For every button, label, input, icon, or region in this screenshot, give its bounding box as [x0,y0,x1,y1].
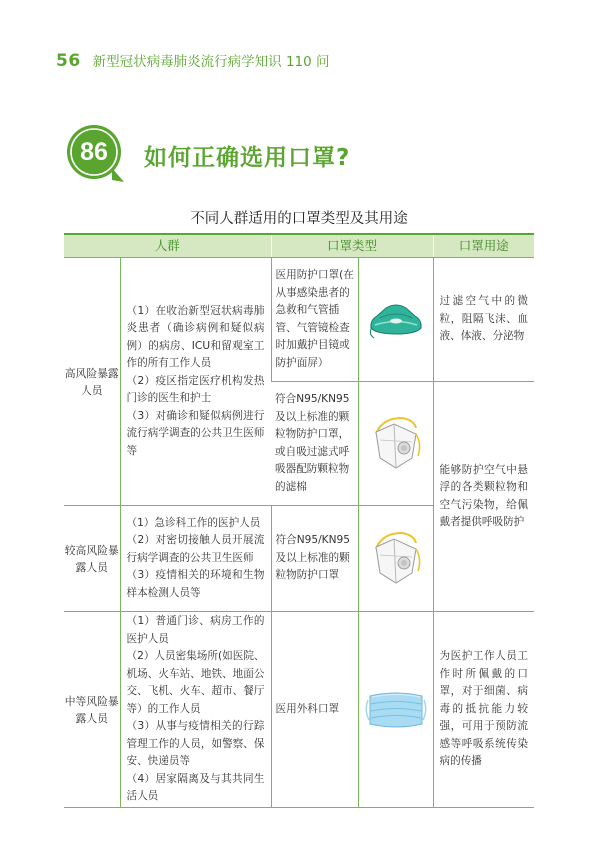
question-title: 如何正确选用口罩? [144,144,351,171]
people-item: （2）人员密集场所(如医院、机场、火车站、地铁、地面公交、飞机、火车、超市、餐厅等）的工作人员 [126,650,265,715]
table-row [64,612,534,808]
page-header [56,50,330,71]
mask-type-surgical: 医用外科口罩 [271,612,358,808]
mask-type-medical-protective: 医用防护口罩(在从事感染患者的急救和气管插管、气管镜检查时加戴护目镜或防护面屏） [271,258,358,382]
people-item: （1）急诊科工作的医护人员 [126,516,261,529]
table-header-row [64,234,534,258]
people-item: （3）疫情相关的环境和生物样本检测人员等 [126,569,265,599]
people-cell-higher-risk [120,506,271,612]
mask-use-filter: 过滤空气中的微粒，阻隔飞沫、血液、体液、分泌物 [433,258,534,382]
mask-image-cell [358,612,433,808]
people-item: （2）疫区指定医疗机构发热门诊的医生和护士 [126,374,265,405]
mask-use-particulate: 能够防护空气中悬浮的各类颗粒物和空气污染物，给佩戴者提供呼吸防护 [433,382,534,612]
question-heading [66,124,350,186]
n95-mask-icon [368,529,424,589]
mask-image-cell [358,506,433,612]
column-header-mask-type: 口罩类型 [271,234,433,258]
mask-type-n95-or-respirator: 符合N95/KN95及以上标准的颗粒物防护口罩，或自吸过滤式呼吸器配防颗粒物的滤棉 [271,382,358,506]
people-cell-high-risk [120,258,271,506]
mask-use-surgical: 为医护工作人员工作时所佩戴的口罩，对于细菌、病毒的抵抗能力较强，可用于预防流感等呼吸系统传染病的传播 [433,612,534,808]
n95-mask-icon [368,414,424,474]
people-cell-medium-risk [120,612,271,808]
group-higher-risk: 较高风险暴露人员 [64,506,120,612]
mask-table [64,233,534,808]
people-item: （4）居家隔离及与其共同生活人员 [126,772,265,803]
column-header-mask-use: 口罩用途 [433,234,534,258]
mask-type-n95: 符合N95/KN95及以上标准的颗粒物防护口罩 [271,506,358,612]
group-medium-risk: 中等风险暴露人员 [64,612,120,808]
mask-image-cell [358,258,433,382]
column-header-people: 人群 [64,234,271,258]
table-caption: 不同人群适用的口罩类型及其用途 [190,211,408,227]
question-number-badge [66,124,128,186]
people-item: （2）对密切接触人员开展流行病学调查的公共卫生医师 [126,534,265,564]
people-item: （1）普通门诊、病房工作的医护人员 [126,615,265,645]
page-number: 56 [56,51,81,71]
question-number: 86 [80,137,108,166]
people-item: （3）对确诊和疑似病例进行流行病学调查的公共卫生医师等 [126,409,265,457]
people-item: （3）从事与疫情相关的行踪管理工作的人员，如警察、保安、快递员等 [126,720,265,768]
table-row [64,258,534,382]
surgical-mask-icon [364,686,428,734]
book-title: 新型冠状病毒肺炎流行病学知识 110 问 [92,54,330,70]
group-high-risk: 高风险暴露人员 [64,258,120,506]
medical-protective-mask-icon [366,298,426,342]
people-item: （1）在收治新型冠状病毒肺炎患者（确诊病例和疑似病例）的病房、ICU和留观室工作的所有工作人员 [126,304,265,370]
mask-image-cell [358,382,433,506]
